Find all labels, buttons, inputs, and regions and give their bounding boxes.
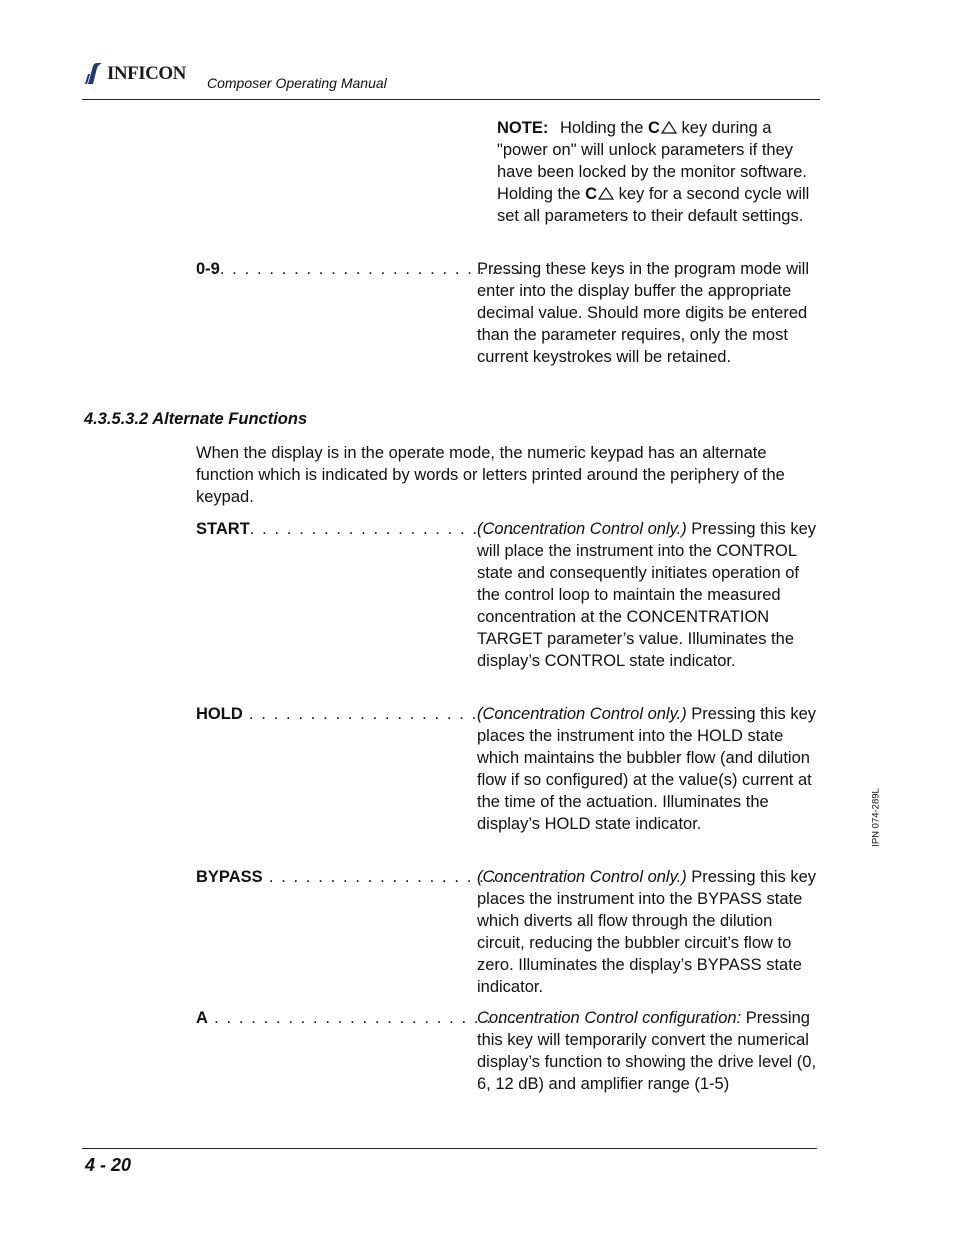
leader-dots: . . . . . . . . . . . . . . . . . . . . . . xyxy=(249,520,516,538)
term-key: A xyxy=(196,1009,208,1027)
description-qualifier: (Concentration Control only.) xyxy=(477,705,687,723)
term-key: HOLD xyxy=(196,705,243,723)
definition-description xyxy=(477,258,817,368)
leader-dots: . . . . . . . . . . . . . . . . . . . . . . xyxy=(242,705,515,723)
description-text: Pressing this key places the instrument into the HOLD state which maintains the bubbler flow (and dilution flow if so configured) at the value(s) current at the time of the actuation. Illuminates the display’s HOLD state indicator. xyxy=(477,705,817,833)
term-key: BYPASS xyxy=(196,868,263,886)
definition-term xyxy=(196,1007,530,1029)
up-triangle-icon xyxy=(598,187,614,200)
section-heading: 4.3.5.3.2 Alternate Functions xyxy=(84,410,308,428)
definition-description xyxy=(477,1007,817,1095)
document-title: Composer Operating Manual xyxy=(207,75,387,91)
leader-dots: . . . . . . . . . . . . . . . . . . . . . . . . . . xyxy=(207,1009,530,1027)
description-qualifier: Concentration Control configuration: xyxy=(477,1009,742,1027)
note-text-1: Holding the xyxy=(559,119,644,137)
definition-term xyxy=(196,518,516,540)
up-triangle-icon xyxy=(661,121,677,134)
definition-term xyxy=(196,866,511,888)
part-number-label: IPN 074-289L xyxy=(870,788,882,847)
description-text: Pressing this key places the instrument into the BYPASS state which diverts all flow through the dilution circuit, reducing the bubbler circuit’s flow to zero. Illuminates the display’s BYPASS state indicator. xyxy=(477,868,817,996)
leader-dots: . . . . . . . . . . . . . . . . . . . . . . . . . xyxy=(219,260,523,278)
description-qualifier: (Concentration Control only.) xyxy=(477,520,687,538)
note-key-c-2: C xyxy=(585,185,597,203)
term-key: 0-9 xyxy=(196,260,220,278)
note-label: NOTE: xyxy=(497,119,549,137)
definition-description xyxy=(477,518,817,672)
page-number: 4 - 20 xyxy=(85,1155,132,1175)
definition-term xyxy=(196,258,523,280)
definition-description xyxy=(477,866,817,998)
brand-logo-text: INFICON xyxy=(107,63,186,84)
description-text: Pressing this key will temporarily convert the numerical display’s function to showing the drive level (0, 6, 12 dB) and amplifier range (1-5) xyxy=(477,1009,817,1093)
note-text-2: key during a "power on" will unlock parameters if they have been locked by the monitor software. Holding the xyxy=(497,119,808,203)
description-text: Pressing these keys in the program mode will enter into the display buffer the appropriate decimal value. Should more digits be entered than the parameter requires, only the most current keystrokes will be retained. xyxy=(477,260,809,366)
footer-rule xyxy=(82,1148,817,1149)
note-key-c: C xyxy=(648,119,660,137)
note-text-3: key for a second cycle will set all parameters to their default settings. xyxy=(497,185,810,225)
term-key: START xyxy=(196,520,250,538)
description-text: Pressing this key will place the instrument into the CONTROL state and consequently initiates operation of the control loop to maintain the measured concentration at the CONCENTRATION TARGET parameter’s value. Illuminates the display’s CONTROL state indicator. xyxy=(477,520,817,670)
note-block xyxy=(497,117,817,227)
inficon-logo-mark xyxy=(84,62,106,86)
header-rule xyxy=(82,99,820,100)
leader-dots: . . . . . . . . . . . . . . . . . . . . xyxy=(262,868,511,886)
section-intro: When the display is in the operate mode, the numeric keypad has an alternate function which is indicated by words or letters printed around the periphery of the keypad. xyxy=(196,444,785,506)
definition-term xyxy=(196,703,515,725)
description-qualifier: (Concentration Control only.) xyxy=(477,868,687,886)
definition-description xyxy=(477,703,817,835)
